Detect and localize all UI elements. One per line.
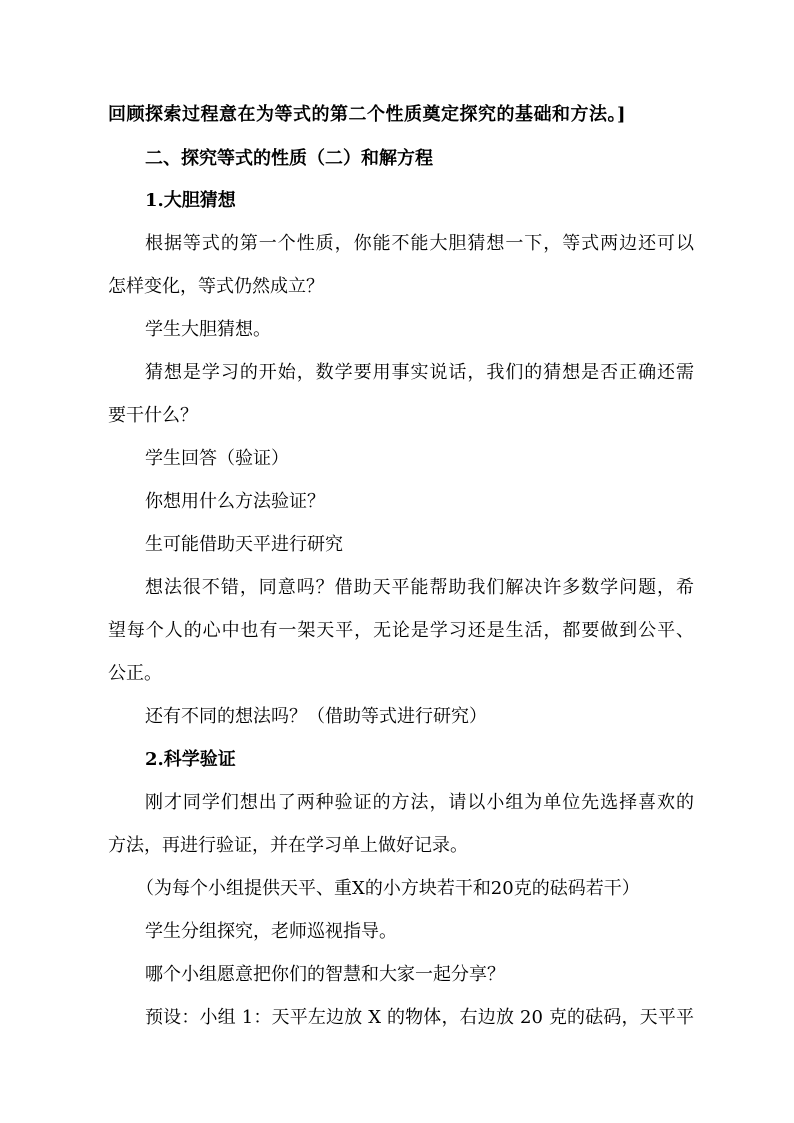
paragraph-line: 方法，再进行验证，并在学习单上做好记录。 bbox=[108, 835, 468, 856]
paragraph-line: 猜想是学习的开始，数学要用事实说话，我们的猜想是否正确还需 bbox=[145, 362, 694, 383]
paragraph-line: 还有不同的想法吗？（借助等式进行研究） bbox=[145, 706, 487, 727]
note-line: 回顾探索过程意在为等式的第二个性质奠定探究的基础和方法。] bbox=[108, 104, 627, 125]
paragraph-line: 哪个小组愿意把你们的智慧和大家一起分享？ bbox=[145, 964, 505, 985]
subheading-verify: 2.科学验证 bbox=[145, 749, 236, 770]
paragraph-line: 学生大胆猜想。 bbox=[145, 319, 271, 340]
paragraph-line: 怎样变化，等式仍然成立？ bbox=[108, 276, 324, 297]
paragraph-line: 要干什么？ bbox=[108, 405, 198, 426]
subheading-guess: 1.大胆猜想 bbox=[145, 190, 236, 211]
paragraph-line: 望每个人的心中也有一架天平，无论是学习还是生活，都要做到公平、 bbox=[108, 620, 694, 641]
paragraph-line: 根据等式的第一个性质，你能不能大胆猜想一下，等式两边还可以 bbox=[145, 233, 694, 254]
paragraph-line: （为每个小组提供天平、重X的小方块若干和20克的砝码若干） bbox=[136, 878, 640, 899]
paragraph-line: 公正。 bbox=[108, 663, 162, 684]
paragraph-line: 想法很不错，同意吗？借助天平能帮助我们解决许多数学问题，希 bbox=[145, 577, 694, 598]
paragraph-line: 学生回答（验证） bbox=[145, 448, 289, 469]
paragraph-line: 刚才同学们想出了两种验证的方法，请以小组为单位先选择喜欢的 bbox=[145, 792, 694, 813]
section-heading: 二、探究等式的性质（二）和解方程 bbox=[145, 148, 433, 169]
paragraph-line: 预设：小组 1：天平左边放 X 的物体，右边放 20 克的砝码，天平平 bbox=[145, 1007, 694, 1028]
paragraph-line: 你想用什么方法验证？ bbox=[145, 491, 325, 512]
paragraph-line: 生可能借助天平进行研究 bbox=[145, 534, 343, 555]
paragraph-line: 学生分组探究，老师巡视指导。 bbox=[145, 921, 397, 942]
